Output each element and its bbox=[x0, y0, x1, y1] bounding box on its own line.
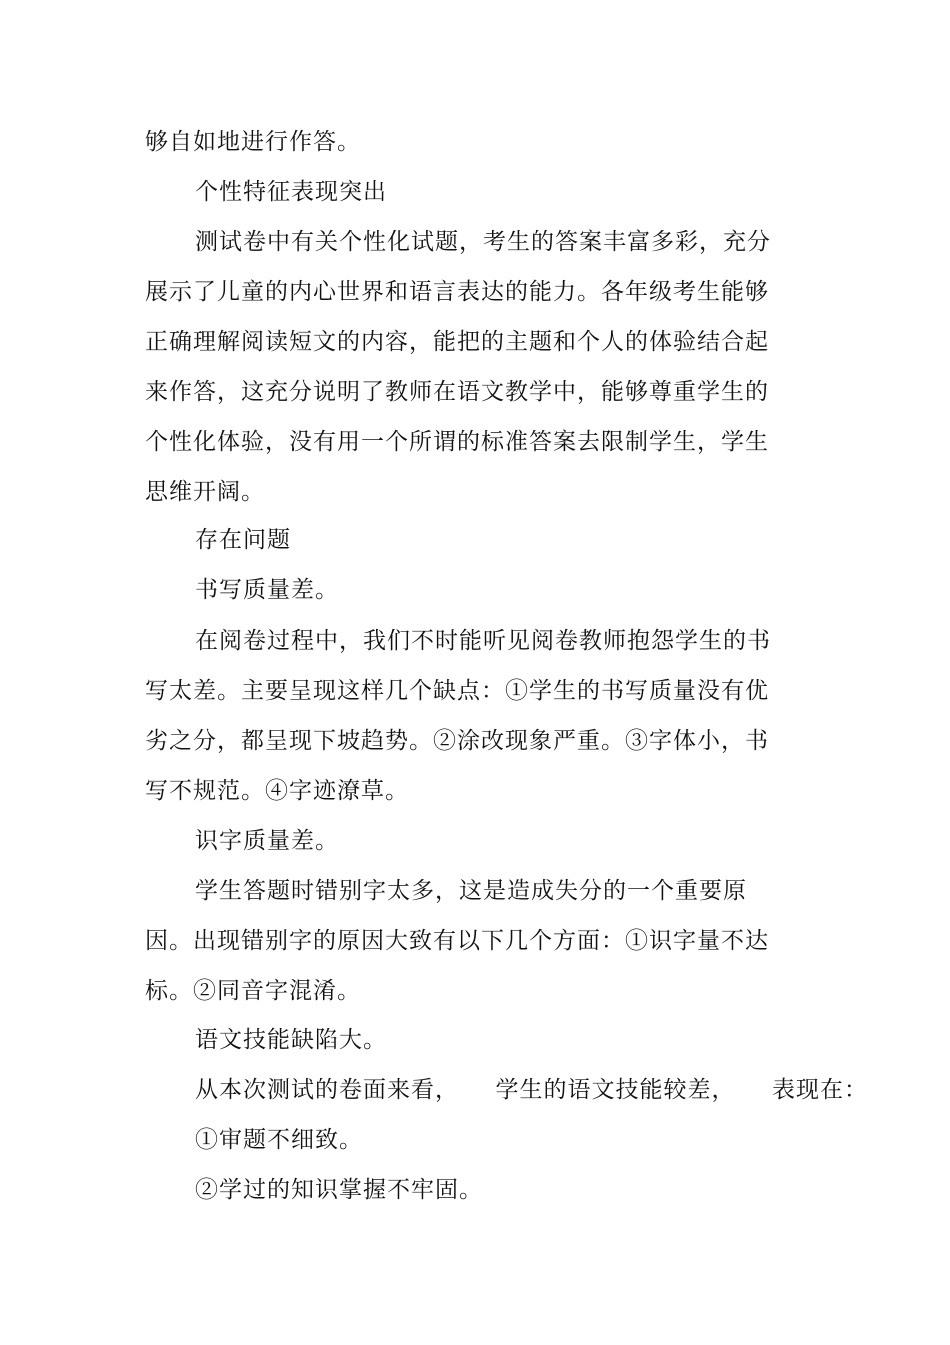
text-line-20: 从本次测试的卷面来看， 学生的语文技能较差， 表现在： bbox=[195, 1077, 868, 1103]
text-line-5: 正确理解阅读短文的内容，能把的主题和个人的体验结合起 bbox=[145, 329, 769, 355]
text-line-16: 学生答题时错别字太多，这是造成失分的一个重要原 bbox=[195, 878, 747, 904]
text-line-14: 写不规范。④字迹潦草。 bbox=[145, 778, 409, 804]
text-line-7: 个性化体验，没有用一个所谓的标准答案去限制学生，学生 bbox=[145, 429, 769, 455]
subheading-writing-quality: 书写质量差。 bbox=[195, 577, 339, 603]
text-line-13: 劣之分，都呈现下坡趋势。②涂改现象严重。③字体小，书 bbox=[145, 728, 769, 754]
list-item-1: ①审题不细致。 bbox=[195, 1127, 363, 1153]
text-line-3: 测试卷中有关个性化试题，考生的答案丰富多彩，充分 bbox=[195, 229, 771, 255]
text-line-12: 写太差。主要呈现这样几个缺点：①学生的书写质量没有优 bbox=[145, 678, 769, 704]
text-line-18: 标。②同音字混淆。 bbox=[145, 978, 361, 1004]
subheading-language-skills: 语文技能缺陷大。 bbox=[195, 1027, 387, 1053]
text-line-4: 展示了儿童的内心世界和语言表达的能力。各年级考生能够 bbox=[145, 279, 769, 305]
section-heading-personality: 个性特征表现突出 bbox=[195, 179, 387, 205]
section-heading-problems: 存在问题 bbox=[195, 527, 291, 553]
text-line-17: 因。出现错别字的原因大致有以下几个方面：①识字量不达 bbox=[145, 928, 769, 954]
text-line-6: 来作答，这充分说明了教师在语文教学中，能够尊重学生的 bbox=[145, 379, 769, 405]
list-item-2: ②学过的知识掌握不牢固。 bbox=[195, 1177, 483, 1203]
subheading-literacy-quality: 识字质量差。 bbox=[195, 828, 339, 854]
text-line-8: 思维开阔。 bbox=[145, 479, 265, 505]
text-line-1: 够自如地进行作答。 bbox=[145, 129, 361, 155]
text-line-11: 在阅卷过程中，我们不时能听见阅卷教师抱怨学生的书 bbox=[195, 628, 771, 654]
